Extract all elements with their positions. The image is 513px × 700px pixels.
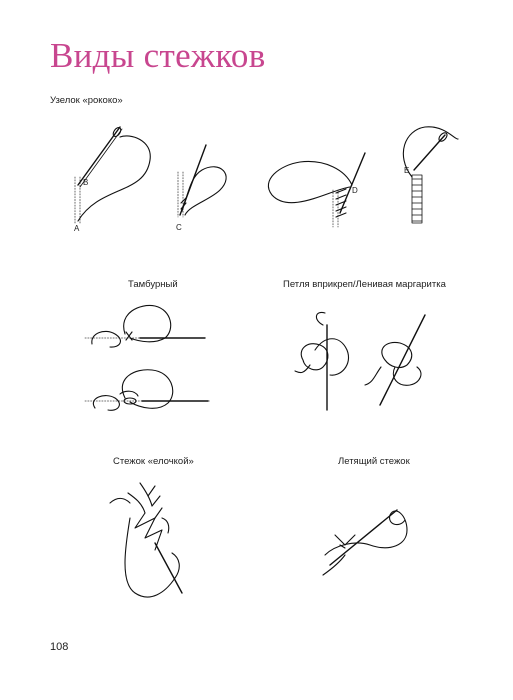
herringbone-illustration	[100, 478, 200, 613]
section-label-fly: Летящий стежок	[338, 456, 410, 467]
rococo-step-2	[176, 145, 226, 232]
point-label-d: D	[352, 186, 358, 195]
rococo-step-1	[74, 126, 150, 233]
chain-stitch-step-1	[85, 305, 205, 347]
page-title: Виды стежков	[50, 36, 266, 75]
lazy-daisy-step-1	[295, 312, 349, 410]
point-label-b: B	[83, 178, 89, 187]
section-label-lazy-daisy: Петля вприкреп/Ленивая маргаритка	[283, 279, 446, 290]
section-label-herringbone: Стежок «елочкой»	[113, 456, 194, 467]
point-label-e: E	[404, 166, 410, 175]
rococo-knot-illustration	[60, 115, 480, 240]
point-label-c: C	[176, 223, 182, 232]
rococo-step-3	[268, 153, 365, 227]
fly-stitch-illustration	[315, 490, 415, 590]
lazy-daisy-illustration	[285, 305, 455, 415]
chain-stitch-illustration	[80, 298, 220, 423]
chain-stitch-step-2	[85, 370, 210, 411]
page-number: 108	[50, 641, 69, 653]
rococo-step-4	[403, 127, 458, 223]
section-label-rococo: Узелок «рококо»	[50, 95, 123, 106]
lazy-daisy-step-2	[365, 315, 425, 405]
section-label-chain: Тамбурный	[128, 279, 178, 290]
point-label-a: A	[74, 224, 80, 233]
